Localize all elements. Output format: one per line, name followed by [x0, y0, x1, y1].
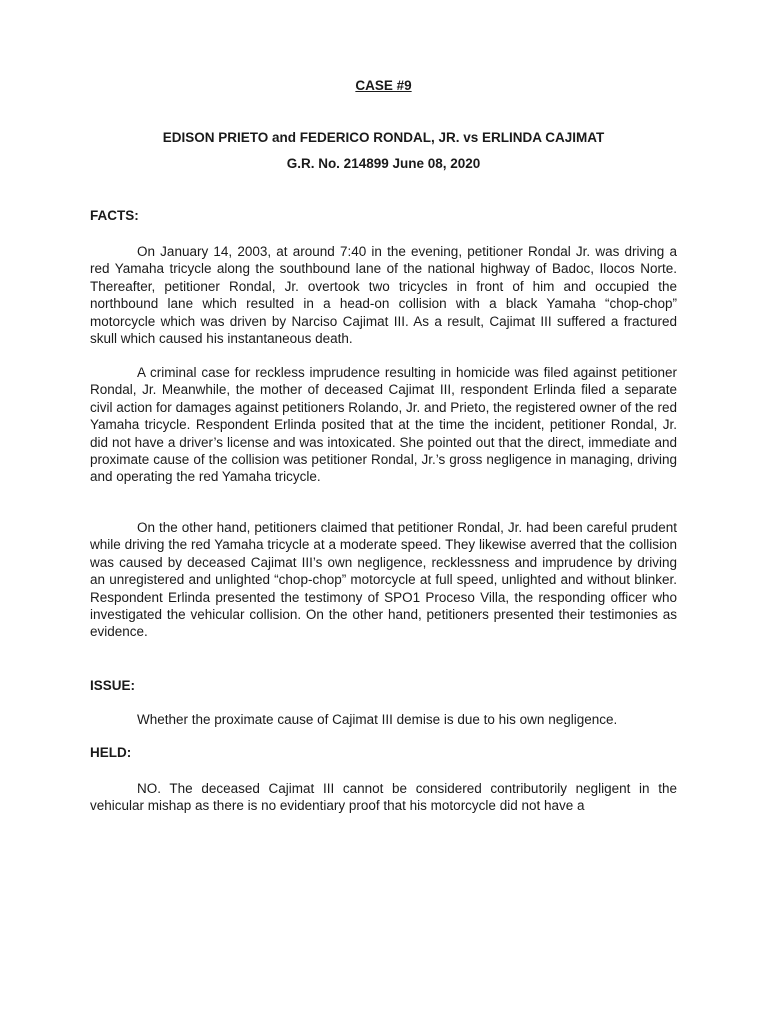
facts-paragraph-1: On January 14, 2003, at around 7:40 in the evening, petitioner Rondal Jr. was driving a red Yamaha tricycle along the southbound lane of the national highway of Badoc, Ilocos Norte. Thereafter, petitioner Rondal, Jr. overtook two tricycles in front of him and occupied the northbound lane which resulted in a head-on collision with a black Yamaha “chop-chop” motorcycle which was driven by Narciso Cajimat III. As a result, Cajimat III suffered a fractured skull which caused his instantaneous death. — [90, 244, 677, 347]
facts-paragraph-3: On the other hand, petitioners claimed that petitioner Rondal, Jr. had been careful prudent while driving the red Yamaha tricycle at a moderate speed. They likewise averred that the collision was caused by deceased Cajimat III’s own negligence, recklessness and imprudence by driving an unregistered and unlighted “chop-chop” motorcycle at full speed, unlighted and without blinker. Respondent Erlinda presented the testimony of SPO1 Proceso Villa, the responding officer who investigated the vehicular collision. On the other hand, petitioners presented their testimonies as evidence. — [90, 520, 677, 640]
case-number: CASE #9 — [355, 78, 412, 93]
held-heading: HELD: — [90, 745, 132, 760]
facts-heading: FACTS: — [90, 208, 139, 223]
facts-paragraph-2: A criminal case for reckless imprudence resulting in homicide was filed against petitioner Rondal, Jr. Meanwhile, the mother of deceased Cajimat III, respondent Erlinda filed a separate civil action for damages against petitioners Rolando, Jr. and Prieto, the registered owner of the red Yamaha tricycle. Respondent Erlinda posited that at the time the incident, petitioner Rondal, Jr. did not have a driver’s license and was intoxicated. She pointed out that the direct, immediate and proximate cause of the collision was petitioner Rondal, Jr.’s gross negligence in managing, driving and operating the red Yamaha tricycle. — [90, 365, 677, 485]
held-paragraph: NO. The deceased Cajimat III cannot be considered contributorily negligent in the vehicular mishap as there is no evidentiary proof that his motorcycle did not have a — [90, 781, 677, 814]
issue-heading: ISSUE: — [90, 678, 136, 693]
gr-number: G.R. No. 214899 June 08, 2020 — [286, 156, 481, 171]
issue-paragraph: Whether the proximate cause of Cajimat III demise is due to his own negligence. — [137, 712, 618, 727]
case-parties: EDISON PRIETO and FEDERICO RONDAL, JR. vs ERLINDA CAJIMAT — [162, 130, 605, 145]
